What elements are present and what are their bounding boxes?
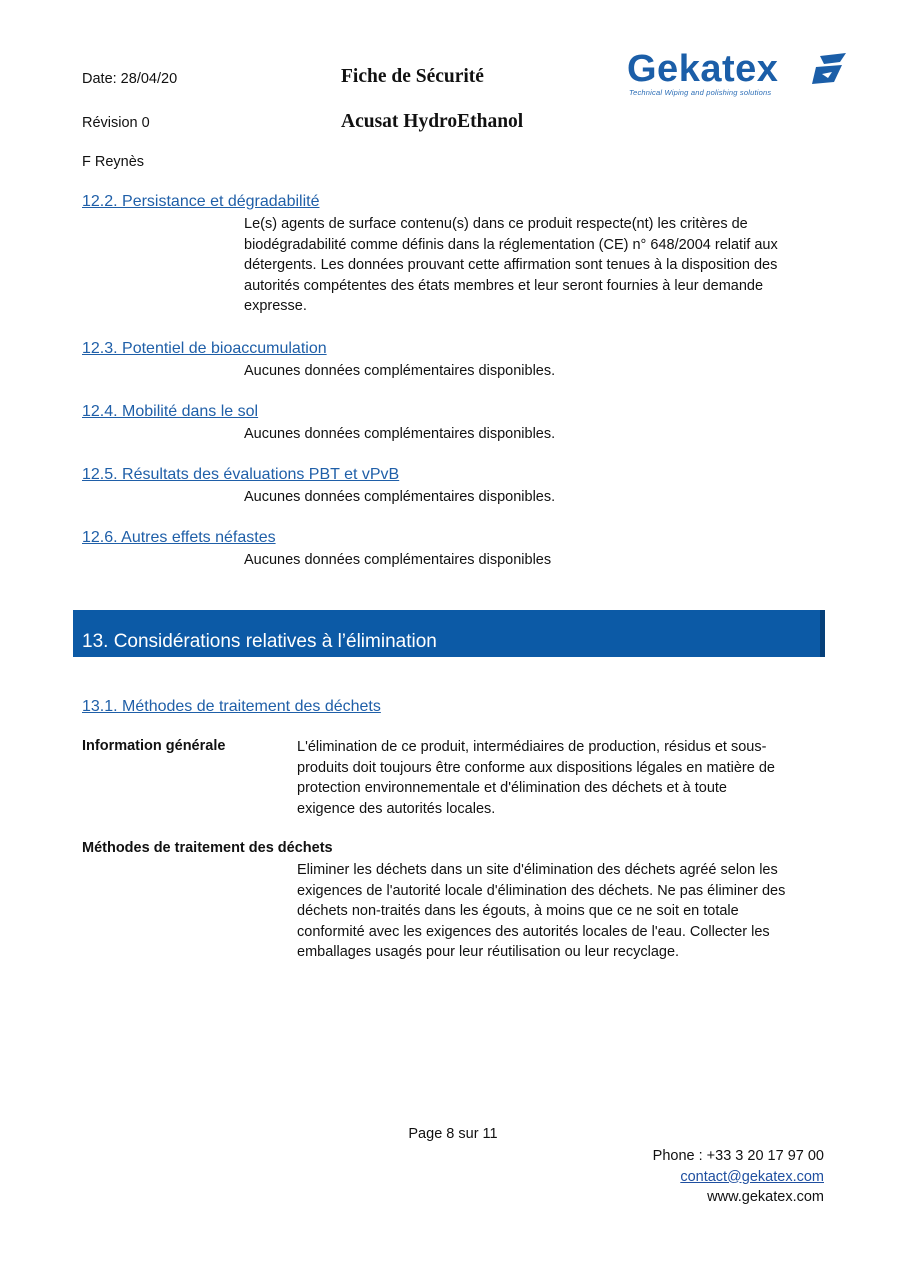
- section-12-3-body: Aucunes données complémentaires disponibles.: [244, 363, 556, 379]
- body-line: protection environnementale et d'élimination des déchets et à toute: [297, 780, 727, 796]
- body-line: déchets non-traités dans les égouts, à moins que ce ne soit en totale: [297, 903, 739, 919]
- body-line: L'élimination de ce produit, intermédiaires de production, résidus et sous-: [297, 739, 767, 755]
- info-generale-label: Information générale: [82, 738, 226, 754]
- footer-phone: Phone : +33 3 20 17 97 00: [652, 1148, 824, 1164]
- info-generale-body: [297, 737, 825, 819]
- product-title: Acusat HydroEthanol: [341, 111, 524, 132]
- body-line: exigence des autorités locales.: [297, 800, 496, 817]
- revision-text: Révision 0: [82, 115, 150, 131]
- body-line: Eliminer les déchets dans un site d'élimination des déchets agréé selon les: [297, 862, 778, 878]
- footer-email-link[interactable]: contact@gekatex.com: [680, 1168, 824, 1185]
- section-13-band: [73, 610, 825, 657]
- body-line: conformité avec les exigences des autorités locales de l'eau. Collecter les: [297, 923, 770, 940]
- section-13-title: 13. Considérations relatives à l’élimination: [82, 631, 437, 652]
- section-13-1-heading[interactable]: 13.1. Méthodes de traitement des déchets: [82, 698, 381, 715]
- section-12-4-body: Aucunes données complémentaires disponibles.: [244, 426, 556, 442]
- body-line: Le(s) agents de surface contenu(s) dans ce produit respecte(nt) les critères de: [244, 216, 748, 232]
- body-line: exigences de l'autorité locale d'élimination des déchets. Ne pas éliminer des: [297, 882, 786, 899]
- body-line: biodégradabilité comme définis dans la réglementation (CE) n° 648/2004 relatif aux: [244, 236, 778, 253]
- methods-body: [297, 860, 825, 963]
- methods-label: Méthodes de traitement des déchets: [82, 840, 333, 856]
- section-12-5-heading[interactable]: 12.5. Résultats des évaluations PBT et vPvB: [82, 466, 400, 483]
- section-12-4-heading[interactable]: 12.4. Mobilité dans le sol: [82, 403, 259, 420]
- logo-wordmark: Gekatex: [627, 48, 779, 90]
- section-12-6-heading[interactable]: 12.6. Autres effets néfastes: [82, 529, 276, 546]
- body-line: détergents. Les données prouvant cette affirmation sont tenues à la disposition des: [244, 257, 778, 273]
- section-12-5-body: Aucunes données complémentaires disponibles.: [244, 489, 556, 505]
- page-number: Page 8 sur 11: [408, 1126, 498, 1142]
- body-line: produits doit toujours être conforme aux dispositions légales en matière de: [297, 759, 775, 776]
- doc-type-title: Fiche de Sécurité: [341, 66, 484, 87]
- body-line: autorités compétentes des états membres et leur seront fournies à leur demande: [244, 277, 764, 294]
- section-12-3-heading[interactable]: 12.3. Potentiel de bioaccumulation: [82, 340, 327, 357]
- body-line: emballages usagés pour leur réutilisation ou leur recyclage.: [297, 944, 680, 960]
- logo-swoosh-icon: [810, 52, 848, 86]
- section-12-2-body: [244, 214, 824, 317]
- footer-website: www.gekatex.com: [707, 1189, 824, 1205]
- gekatex-logo: [627, 50, 852, 100]
- section-12-6-body: Aucunes données complémentaires disponibles: [244, 552, 552, 568]
- author-text: F Reynès: [82, 154, 145, 170]
- section-12-2-heading[interactable]: 12.2. Persistance et dégradabilité: [82, 193, 320, 210]
- logo-tagline: Technical Wiping and polishing solutions: [629, 88, 772, 97]
- date-text: Date: 28/04/20: [82, 71, 178, 87]
- body-line: expresse.: [244, 298, 307, 314]
- footer-contact: [653, 1146, 824, 1208]
